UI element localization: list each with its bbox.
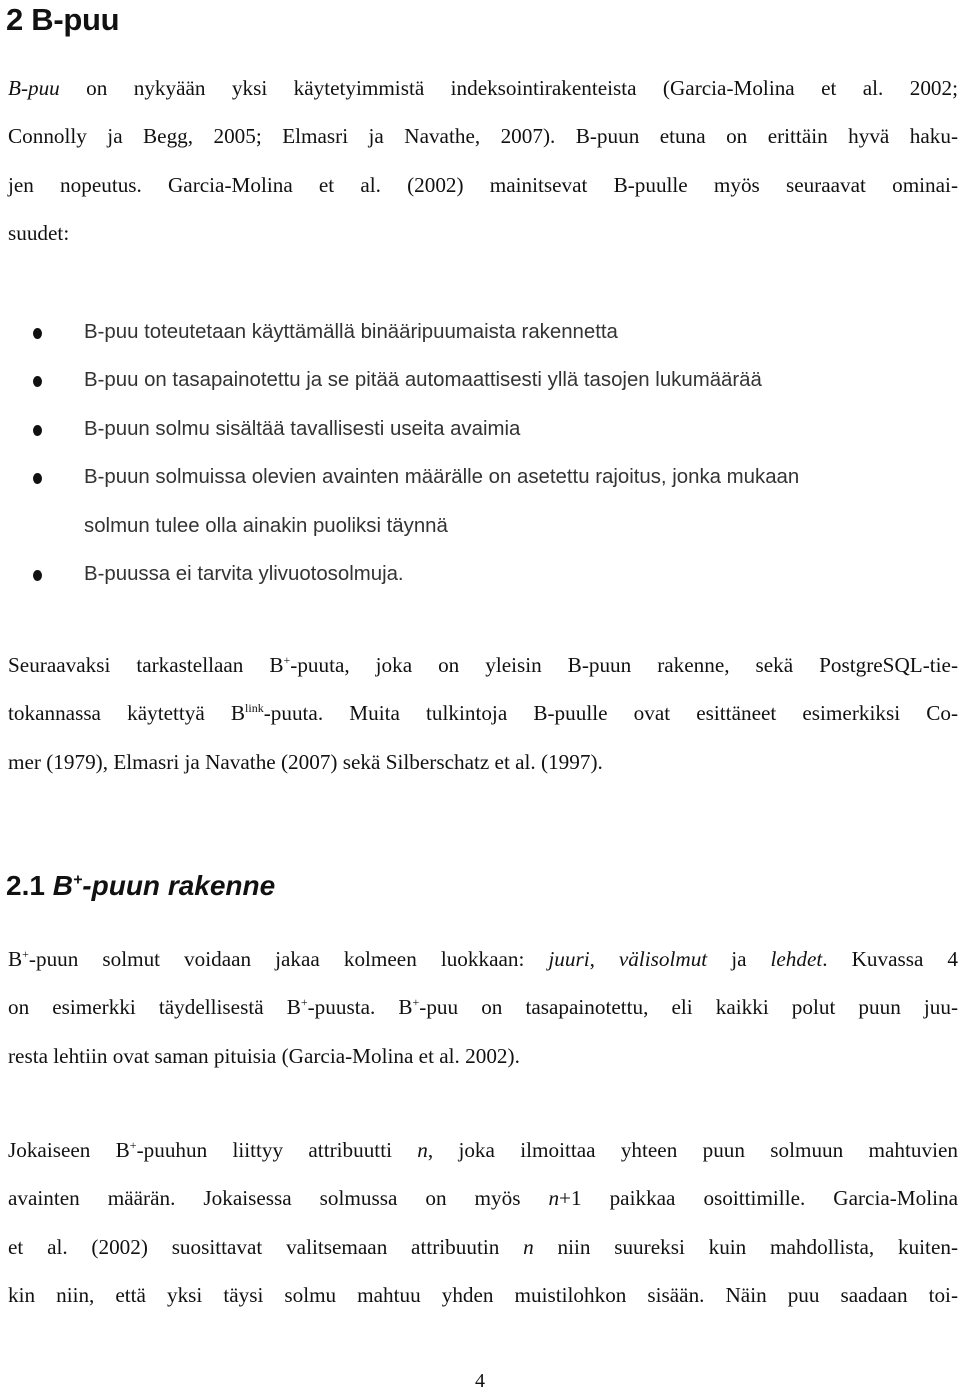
intro-paragraph (8, 64, 958, 258)
attribute-n-paragraph (8, 1126, 958, 1320)
bullet-icon (33, 376, 42, 387)
node-types-paragraph (8, 935, 958, 1080)
list-item-text: B-puun solmu sisältää tavallisesti useita avaimia (84, 417, 521, 440)
text-line: suudet: (8, 221, 70, 246)
text-line: kin niin, että yksi täysi solmu mahtuu yhden muistilohkon sisään. Näin puu saadaan toi- (8, 1283, 958, 1308)
list-item (0, 308, 960, 356)
bullet-icon (33, 473, 42, 484)
list-item (0, 405, 960, 453)
text-line: jen nopeutus. Garcia-Molina et al. (2002) mainitsevat B-puulle myös seuraavat ominai- (8, 172, 958, 197)
subsection-number: 2.1 (6, 870, 45, 901)
text-line: et al. (2002) suosittavat valitsemaan attribuutin n niin suureksi kuin mahdollista, kuiten- (8, 1234, 958, 1259)
text-line: Jokaiseen B+-puuhun liittyy attribuutti n, joka ilmoittaa yhteen puun solmuun mahtuvien (8, 1137, 958, 1162)
plus-tree-intro-paragraph (8, 641, 958, 786)
bullet-icon (33, 570, 42, 581)
text-line: mer (1979), Elmasri ja Navathe (2007) sekä Silberschatz et al. (1997). (8, 749, 603, 774)
text-line: resta lehtiin ovat saman pituisia (Garcia-Molina et al. 2002). (8, 1043, 520, 1068)
text-line: tokannassa käytettyä $B^{link}$-puuta. Muita tulkintoja B-puulle ovat esittäneet esimerkiksi Co- (8, 701, 958, 726)
bullet-icon (33, 425, 42, 436)
text-line: on esimerkki täydellisestä B+-puusta. B+-puu on tasapainotettu, eli kaikki polut puun juu- (8, 995, 958, 1020)
text-line: B+-puun solmut voidaan jakaa kolmeen luokkaan: juuri, välisolmut ja lehdet. Kuvassa 4 (8, 946, 958, 971)
subsection-title (6, 870, 275, 902)
list-item-text: B-puun solmuissa olevien avainten määrälle on asetettu rajoitus, jonka mukaan (84, 466, 800, 489)
list-item (0, 550, 960, 598)
section-title: 2 B-puu (6, 2, 120, 37)
list-item-text: B-puu toteutetaan käyttämällä binääripuumaista rakennetta (84, 321, 618, 343)
text-line: Connolly ja Begg, 2005; Elmasri ja Navathe, 2007). B-puun etuna on erittäin hyvä haku- (8, 124, 958, 149)
list-item-text: solmun tulee olla ainakin puoliksi täynnä (84, 514, 448, 537)
page-number: 4 (475, 1370, 485, 1392)
text-line: B-puu on nykyään yksi käytetyimmistä indeksointirakenteista (Garcia-Molina et al. 2002; (8, 76, 958, 100)
text-line: avainten määrän. Jokaisessa solmussa on myös n+1 paikkaa osoittimille. Garcia-Molina (8, 1186, 958, 1211)
property-list (0, 308, 960, 598)
text-line: Seuraavaksi tarkastellaan B+-puuta, joka on yleisin B-puun rakenne, sekä PostgreSQL-tie- (8, 652, 958, 677)
list-item (0, 453, 960, 550)
list-item-text: B-puu on tasapainotettu ja se pitää automaattisesti yllä tasojen lukumäärää (84, 369, 762, 392)
subsection-title-text: B+-puun rakenne (52, 870, 276, 901)
list-item-text: B-puussa ei tarvita ylivuotosolmuja. (84, 563, 404, 586)
list-item (0, 356, 960, 404)
bullet-icon (33, 328, 42, 339)
